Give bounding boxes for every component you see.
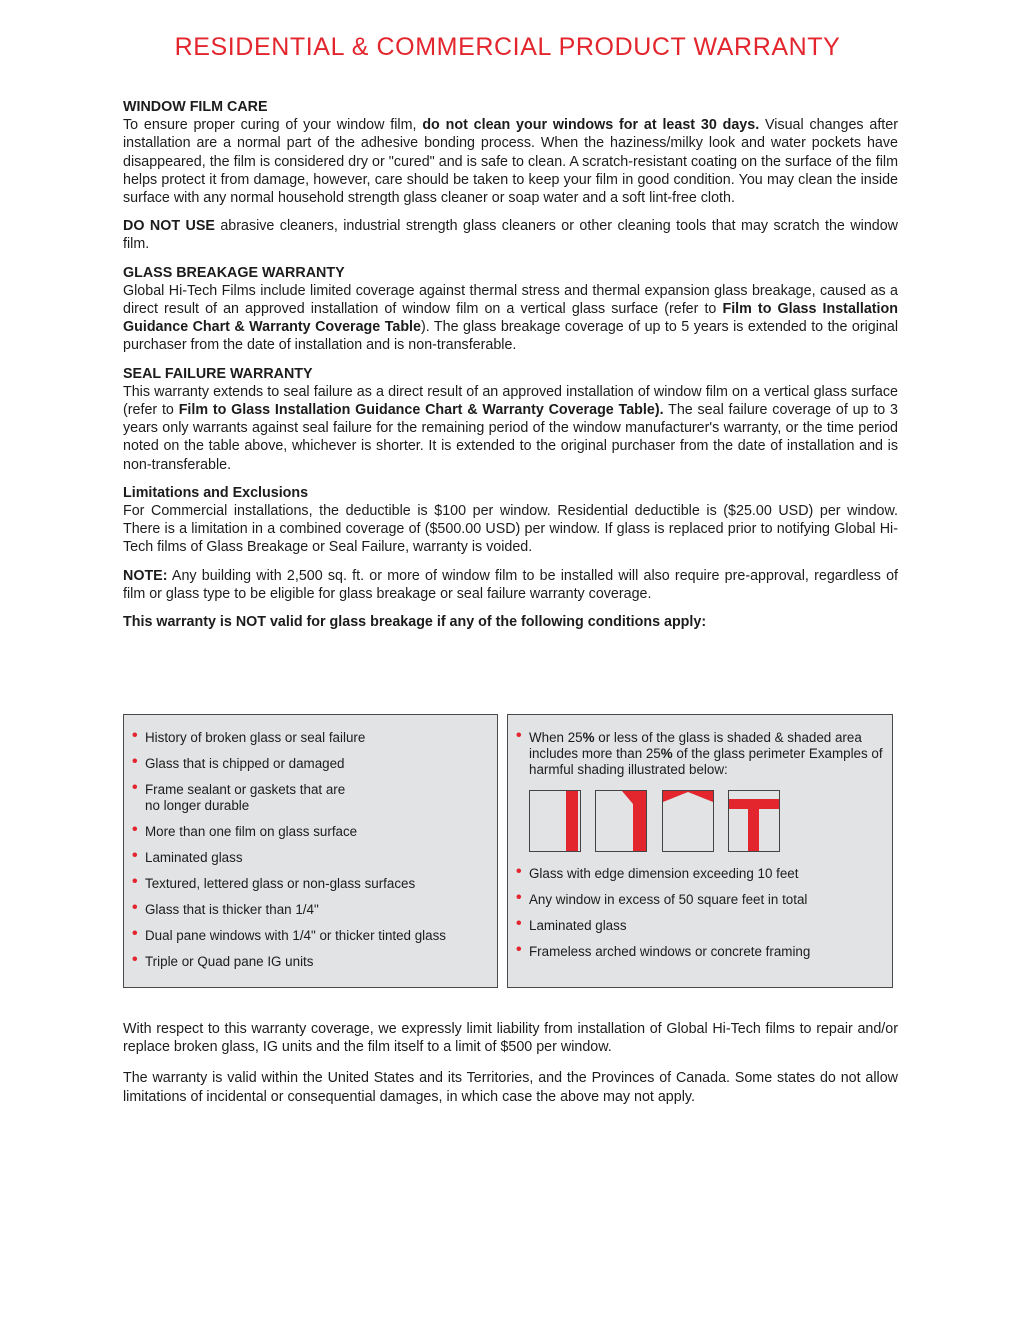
conditions-boxes: [123, 714, 893, 990]
care-paragraph: [123, 116, 898, 207]
list-item-label: Textured, lettered glass or non-glass surfaces: [145, 876, 416, 891]
vertical-bar-shade-icon: [529, 790, 581, 852]
arch-shade-icon: [662, 790, 714, 852]
list-item: [508, 863, 890, 882]
shading-condition-list: [508, 727, 890, 788]
percent-sign: %: [582, 730, 595, 745]
seal-text: This warranty extends to seal failure as a direct result of an approved installation of window film on a vertical glass surface (refer to: [123, 383, 898, 419]
glass-breakage-section: [123, 264, 898, 355]
shading-text: or less of the glass is shaded & shaded area includes more than 25: [529, 730, 862, 761]
list-item-label: Glass that is chipped or damaged: [145, 756, 345, 771]
seal-paragraph: [123, 383, 898, 474]
conditions-heading-text: This warranty is NOT valid for glass breakage if any of the following conditions apply:: [123, 614, 707, 631]
care-text: To ensure proper curing of your window film,: [123, 117, 423, 134]
conditions-box-right: [507, 714, 893, 988]
do-not-use-label: DO NOT USE: [123, 218, 215, 235]
conditions-list-right: [508, 863, 890, 970]
list-item: [124, 847, 494, 866]
bullet-icon: •: [132, 727, 138, 744]
list-item-label: History of broken glass or seal failure: [145, 730, 366, 745]
conditions-heading: [123, 613, 898, 631]
bullet-icon: •: [132, 951, 138, 968]
glass-text: Global Hi-Tech Films include limited coverage against thermal stress and thermal expansion glass breakage, caused as a direct result of an approved installation of window film on a vertical glass surface (refer to: [123, 282, 898, 318]
bullet-icon: •: [132, 847, 138, 864]
section-heading: SEAL FAILURE WARRANTY: [123, 365, 313, 382]
list-item: [124, 779, 494, 814]
list-item-label: Any window in excess of 50 square feet in total: [529, 892, 808, 907]
seal-reference: Film to Glass Installation Guidance Chart & Warranty Coverage Table).: [178, 402, 664, 419]
list-item-label: Glass that is thicker than 1/4": [145, 902, 319, 917]
page-title: RESIDENTIAL & COMMERCIAL PRODUCT WARRANTY: [174, 33, 841, 61]
bullet-icon: •: [132, 779, 138, 796]
harmful-shading-examples: [529, 790, 790, 857]
percent-sign: %: [660, 746, 673, 761]
footer-text: [123, 1020, 898, 1119]
note-text: Any building with 2,500 sq. ft. or more of window film to be installed will also require pre-approval, regardless of film or glass type to be eligible for glass breakage or seal failure warranty coverage.: [123, 567, 898, 602]
list-item-label: Frameless arched windows or concrete framing: [529, 944, 811, 959]
section-heading: Limitations and Exclusions: [123, 484, 309, 501]
bullet-icon: •: [516, 889, 522, 906]
shading-text: When 25: [529, 730, 583, 745]
list-item: [508, 915, 890, 934]
list-item-label: Glass with edge dimension exceeding 10 feet: [529, 866, 799, 881]
list-item: [124, 951, 494, 970]
t-shade-icon: [728, 790, 780, 852]
warranty-content: [123, 98, 898, 641]
glass-text-rest: ). The glass breakage coverage of up to 5 years is extended to the original purchaser from the date of installation and is non-transferable.: [123, 319, 899, 354]
bullet-icon: •: [132, 753, 138, 770]
list-item: [124, 821, 494, 840]
bullet-icon: •: [132, 873, 138, 890]
list-item-label: Frame sealant or gaskets that are no longer durable: [145, 782, 346, 813]
bullet-icon: •: [516, 941, 522, 958]
shading-text: of the glass perimeter Examples of harmful shading illustrated below:: [529, 746, 883, 777]
do-not-use-text: abrasive cleaners, industrial strength glass cleaners or other cleaning tools that may scratch the window film.: [123, 218, 898, 253]
list-item-label: More than one film on glass surface: [145, 824, 358, 839]
list-item-label: Laminated glass: [145, 850, 243, 865]
window-film-care-section: [123, 98, 898, 254]
note-label: NOTE:: [123, 567, 168, 584]
list-item-label: Dual pane windows with 1/4" or thicker tinted glass: [145, 928, 446, 943]
bullet-icon: •: [516, 727, 522, 744]
glass-reference: Film to Glass Installation Guidance Chart & Warranty Coverage Table: [123, 301, 898, 336]
bullet-icon: •: [516, 915, 522, 932]
list-item: [124, 899, 494, 918]
section-heading: WINDOW FILM CARE: [123, 99, 268, 115]
bullet-icon: •: [132, 821, 138, 838]
note-section: [123, 567, 898, 632]
list-item: [124, 925, 494, 944]
list-item-label: Triple or Quad pane IG units: [145, 954, 314, 969]
section-heading: GLASS BREAKAGE WARRANTY: [123, 264, 345, 281]
glass-paragraph: [123, 282, 898, 355]
bullet-icon: •: [132, 899, 138, 916]
list-item: [124, 753, 494, 772]
care-emphasis: do not clean your windows for at least 30 days.: [422, 117, 760, 134]
care-text-rest: Visual changes after installation are a normal part of the adhesive bonding process. When the haziness/milky look and water pockets have disappeared, the film is considered dry or "cured" and is safe to clean. A scratch-resistant coating on the surface of the film helps protect it from damage, however, care should be taken to keep your film in good condition. You may clean the inside surface with any normal household strength glass cleaner or soap water and a soft lint-free cloth.: [123, 117, 898, 207]
list-item: [508, 941, 890, 960]
do-not-use-paragraph: [123, 217, 898, 253]
list-item: [124, 873, 494, 892]
corner-shade-icon: [595, 790, 647, 852]
bullet-icon: •: [132, 925, 138, 942]
limitations-section: [123, 484, 898, 557]
list-item: [508, 889, 890, 908]
liability-paragraph: With respect to this warranty coverage, we expressly limit liability from installation of Global Hi-Tech films to repair and/or replace broken glass, IG units and the film itself to a limit of $500 per window.: [123, 1021, 898, 1056]
list-item: [508, 727, 890, 778]
list-item-label: Laminated glass: [529, 918, 627, 933]
list-item: [124, 727, 494, 746]
conditions-box-left: [123, 714, 498, 988]
seal-text-rest: The seal failure coverage of up to 3 years only warrants against seal failure for the remaining period of the window manufacturer's warranty, or the time period noted on the table above, whichever is shorter. It is extended to the original purchaser from the date of installation and is non-transferable.: [123, 402, 898, 473]
note-paragraph: [123, 567, 898, 603]
seal-failure-section: [123, 365, 898, 474]
validity-paragraph: The warranty is valid within the United States and its Territories, and the Provinces of Canada. Some states do not allow limitations of incidental or consequential damages, in which case the above may not apply.: [123, 1070, 898, 1105]
limitations-paragraph: For Commercial installations, the deductible is $100 per window. Residential deductible is ($25.00 USD) per window. There is a limitation in a combined coverage of ($500.00 USD) per window. If glass is replaced prior to notifying Global Hi-Tech films of Glass Breakage or Seal Failure, warranty is voided.: [123, 503, 898, 556]
bullet-icon: •: [516, 863, 522, 880]
conditions-list-left: [124, 727, 494, 980]
